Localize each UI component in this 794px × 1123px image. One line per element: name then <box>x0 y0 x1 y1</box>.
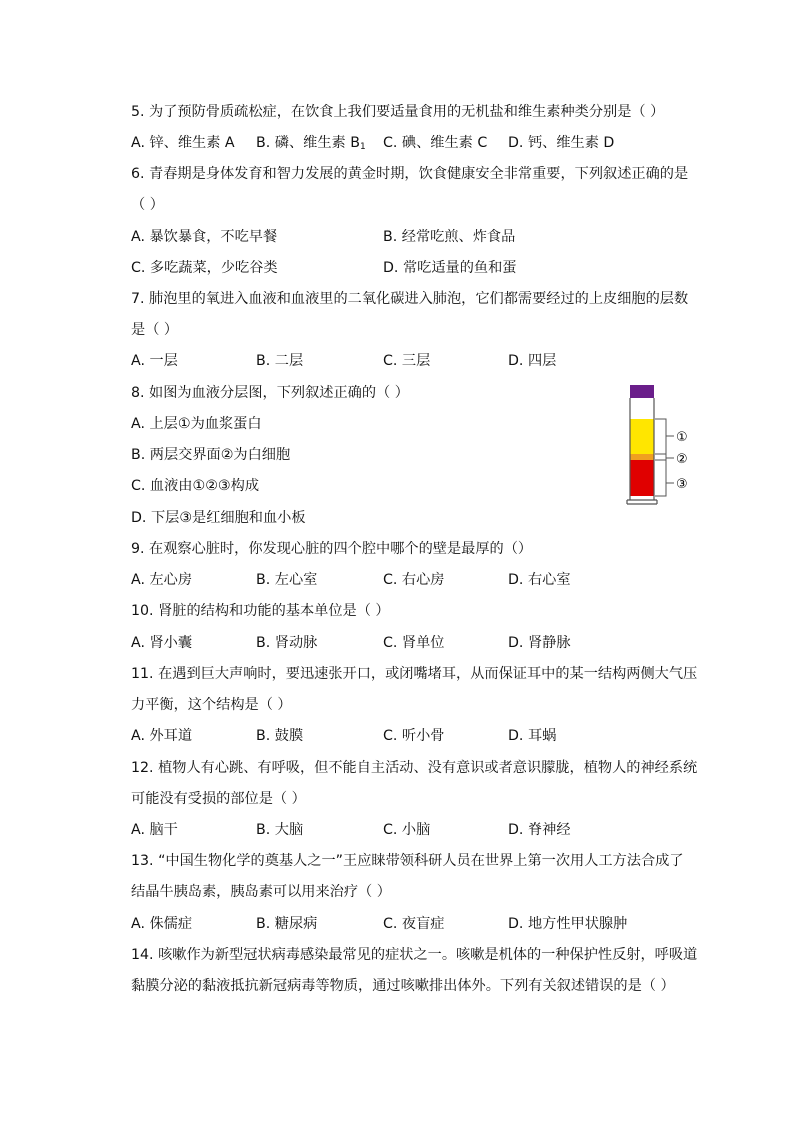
tube-empty-space <box>630 398 654 419</box>
q8-stem: 8. 如图为血液分层图，下列叙述正确的（ ） <box>131 385 409 401</box>
q12-option-c: C. 小脑 <box>383 822 431 838</box>
bracket-layer-1 <box>655 419 674 454</box>
tube-cap <box>630 385 654 398</box>
q6-stem-line1: 6. 青春期是身体发育和智力发展的黄金时期，饮食健康安全非常重要，下列叙述正确的是 <box>131 166 689 182</box>
q11-stem-line1: 11. 在遇到巨大声响时，要迅速张开口，或闭嘴堵耳，从而保证耳中的某一结构两侧大气压 <box>131 666 698 682</box>
bracket-layer-2 <box>655 454 674 460</box>
q14-stem-line1: 14. 咳嗽作为新型冠状病毒感染最常见的症状之一。咳嗽是机体的一种保护性反射，呼吸道 <box>131 947 698 963</box>
q11-option-b: B. 鼓膜 <box>256 728 304 744</box>
q10-option-d: D. 肾静脉 <box>508 635 571 651</box>
q12-option-d: D. 脊神经 <box>508 822 571 838</box>
q11-option-c: C. 听小骨 <box>383 728 445 744</box>
q9-option-c: C. 右心房 <box>383 572 445 588</box>
q10-option-a: A. 肾小囊 <box>131 635 193 651</box>
q6-option-c: C. 多吃蔬菜，少吃谷类 <box>131 260 278 276</box>
q13-option-d: D. 地方性甲状腺肿 <box>508 916 628 932</box>
q5-option-b-text: B. 磷、维生素 B <box>256 135 360 151</box>
q5-option-c: C. 碘、维生素 C <box>383 135 488 151</box>
q13-option-a: A. 侏儒症 <box>131 916 193 932</box>
q9-option-d: D. 右心室 <box>508 572 571 588</box>
label-2: ② <box>676 452 688 467</box>
q5-option-b <box>256 133 366 157</box>
blood-layer-figure <box>622 384 704 508</box>
q7-option-d: D. 四层 <box>508 353 557 369</box>
label-1: ① <box>676 430 688 445</box>
red-cell-layer <box>630 460 654 496</box>
q11-option-a: A. 外耳道 <box>131 728 193 744</box>
q13-stem-line1: 13. “中国生物化学的奠基人之一”王应睐带领科研人员在世界上第一次用人工方法合成了 <box>131 853 684 869</box>
q7-option-a: A. 一层 <box>131 353 178 369</box>
q10-option-c: C. 肾单位 <box>383 635 445 651</box>
q9-option-a: A. 左心房 <box>131 572 193 588</box>
q13-stem-line2: 结晶牛胰岛素，胰岛素可以用来治疗（ ） <box>131 884 391 900</box>
q6-option-a: A. 暴饮暴食，不吃早餐 <box>131 229 278 245</box>
q5-option-d: D. 钙、维生素 D <box>508 135 615 151</box>
q7-stem-line1: 7. 肺泡里的氧进入血液和血液里的二氧化碳进入肺泡，它们都需要经过的上皮细胞的层数 <box>131 291 689 307</box>
q11-stem-line2: 力平衡，这个结构是（ ） <box>131 697 292 713</box>
q13-option-c: C. 夜盲症 <box>383 916 445 932</box>
q6-option-d: D. 常吃适量的鱼和蛋 <box>383 260 517 276</box>
q6-option-b: B. 经常吃煎、炸食品 <box>383 229 516 245</box>
q8-option-b: B. 两层交界面②为白细胞 <box>131 447 291 463</box>
q8-option-d: D. 下层③是红细胞和血小板 <box>131 510 306 526</box>
q7-option-c: C. 三层 <box>383 353 431 369</box>
q7-option-b: B. 二层 <box>256 353 304 369</box>
q9-option-b: B. 左心室 <box>256 572 318 588</box>
q12-stem-line2: 可能没有受损的部位是（ ） <box>131 791 306 807</box>
q10-stem: 10. 肾脏的结构和功能的基本单位是（ ） <box>131 603 390 619</box>
q5-option-b-subscript: 1 <box>359 142 366 152</box>
q13-option-b: B. 糖尿病 <box>256 916 318 932</box>
q12-stem-line1: 12. 植物人有心跳、有呼吸，但不能自主活动、没有意识或者意识朦胧，植物人的神经系统 <box>131 760 698 776</box>
q9-stem: 9. 在观察心脏时，你发现心脏的四个腔中哪个的壁是最厚的（） <box>131 541 533 557</box>
label-3: ③ <box>676 477 688 492</box>
q14-stem-line2: 黏膜分泌的黏液抵抗新冠病毒等物质，通过咳嗽排出体外。下列有关叙述错误的是（ ） <box>131 978 675 994</box>
q8-option-a: A. 上层①为血浆蛋白 <box>131 416 262 432</box>
plasma-layer <box>630 419 654 454</box>
buffy-coat-layer <box>630 454 654 460</box>
q10-option-b: B. 肾动脉 <box>256 635 318 651</box>
q5-stem: 5. 为了预防骨质疏松症，在饮食上我们要适量食用的无机盐和维生素种类分别是（ ） <box>131 104 665 120</box>
q12-option-b: B. 大脑 <box>256 822 304 838</box>
q12-option-a: A. 脑干 <box>131 822 178 838</box>
q6-stem-line2: （ ） <box>131 197 164 213</box>
q5-option-a: A. 锌、维生素 A <box>131 135 235 151</box>
q8-option-c: C. 血液由①②③构成 <box>131 478 260 494</box>
bracket-layer-3 <box>655 460 674 496</box>
q7-stem-line2: 是（ ） <box>131 322 179 338</box>
q11-option-d: D. 耳蜗 <box>508 728 557 744</box>
